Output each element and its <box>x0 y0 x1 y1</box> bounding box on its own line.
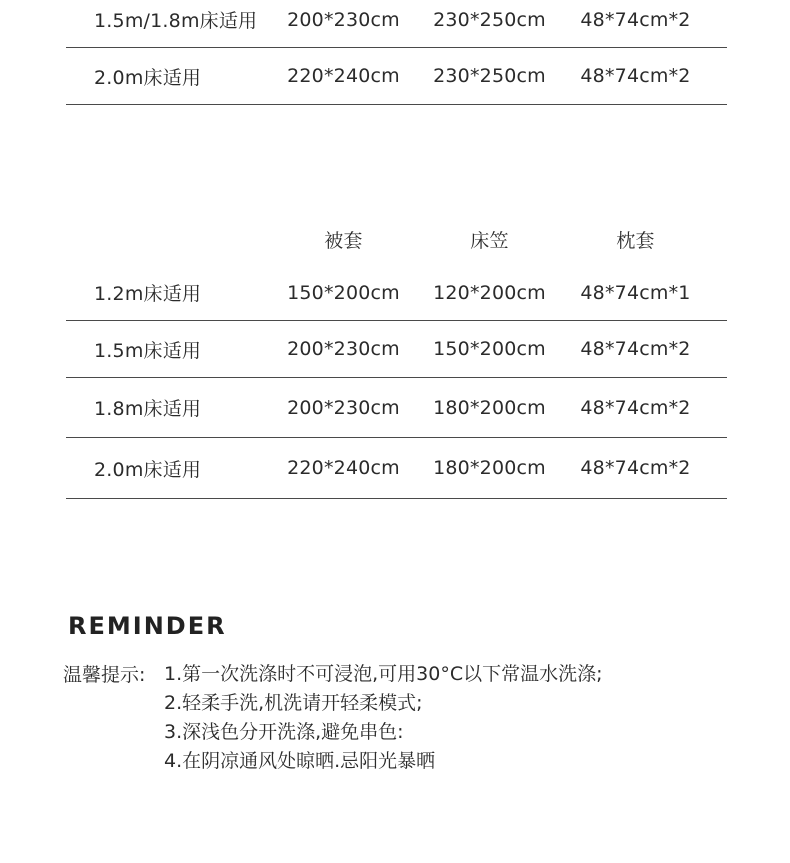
reminder-heading: REMINDER <box>68 612 227 640</box>
care-tip-item: 4.在阴凉通风处晾晒.忌阳光暴晒 <box>164 750 436 772</box>
duvet-cover-size-cell: 200*230cm <box>287 396 400 419</box>
pillowcase-size-cell: 48*74cm*1 <box>580 281 691 304</box>
bed-size-cell: 2.0m床适用 <box>94 458 202 481</box>
duvet-cover-size-cell: 150*200cm <box>287 281 400 304</box>
pillowcase-size-cell: 48*74cm*2 <box>580 396 691 419</box>
table-header-row <box>66 213 727 265</box>
bed-size-cell: 1.5m/1.8m床适用 <box>94 10 258 32</box>
fitted-sheet-size-cell: 180*200cm <box>433 457 546 479</box>
care-tip-item: 3.深浅色分开洗涤,避免串色: <box>164 721 404 743</box>
bed-size-cell: 2.0m床适用 <box>94 66 202 89</box>
size-table-fitted-sheet <box>66 213 727 499</box>
pillowcase-size-cell: 48*74cm*2 <box>580 8 691 31</box>
header-fitted-sheet: 床笠 <box>470 229 509 252</box>
duvet-cover-size-cell: 220*240cm <box>287 65 400 87</box>
bed-size-cell: 1.2m床适用 <box>94 283 202 305</box>
header-pillowcase: 枕套 <box>616 229 655 252</box>
sheet-size-cell: 230*250cm <box>433 65 546 87</box>
sheet-size-cell: 230*250cm <box>433 8 546 31</box>
duvet-cover-size-cell: 200*230cm <box>287 8 400 31</box>
pillowcase-size-cell: 48*74cm*2 <box>580 457 691 479</box>
fitted-sheet-size-cell: 180*200cm <box>433 396 546 419</box>
duvet-cover-size-cell: 200*230cm <box>287 338 400 360</box>
fitted-sheet-size-cell: 150*200cm <box>433 338 546 360</box>
care-tip-item: 2.轻柔手洗,机洗请开轻柔模式; <box>164 692 423 714</box>
size-table-top <box>66 0 727 105</box>
header-duvet-cover: 被套 <box>324 229 363 252</box>
fitted-sheet-size-cell: 120*200cm <box>433 281 546 304</box>
table-row <box>66 265 727 321</box>
table-row <box>66 378 727 438</box>
care-tips-list <box>164 660 603 776</box>
table-row <box>66 0 727 48</box>
bed-size-cell: 1.8m床适用 <box>94 398 202 420</box>
table-row <box>66 438 727 499</box>
care-tips-label: 温馨提示: <box>63 664 146 686</box>
bed-size-cell: 1.5m床适用 <box>94 339 202 362</box>
pillowcase-size-cell: 48*74cm*2 <box>580 65 691 87</box>
table-row <box>66 48 727 105</box>
care-tip-item: 1.第一次洗涤时不可浸泡,可用30°C以下常温水洗涤; <box>164 663 603 685</box>
pillowcase-size-cell: 48*74cm*2 <box>580 338 691 360</box>
duvet-cover-size-cell: 220*240cm <box>287 457 400 479</box>
table-row <box>66 321 727 378</box>
